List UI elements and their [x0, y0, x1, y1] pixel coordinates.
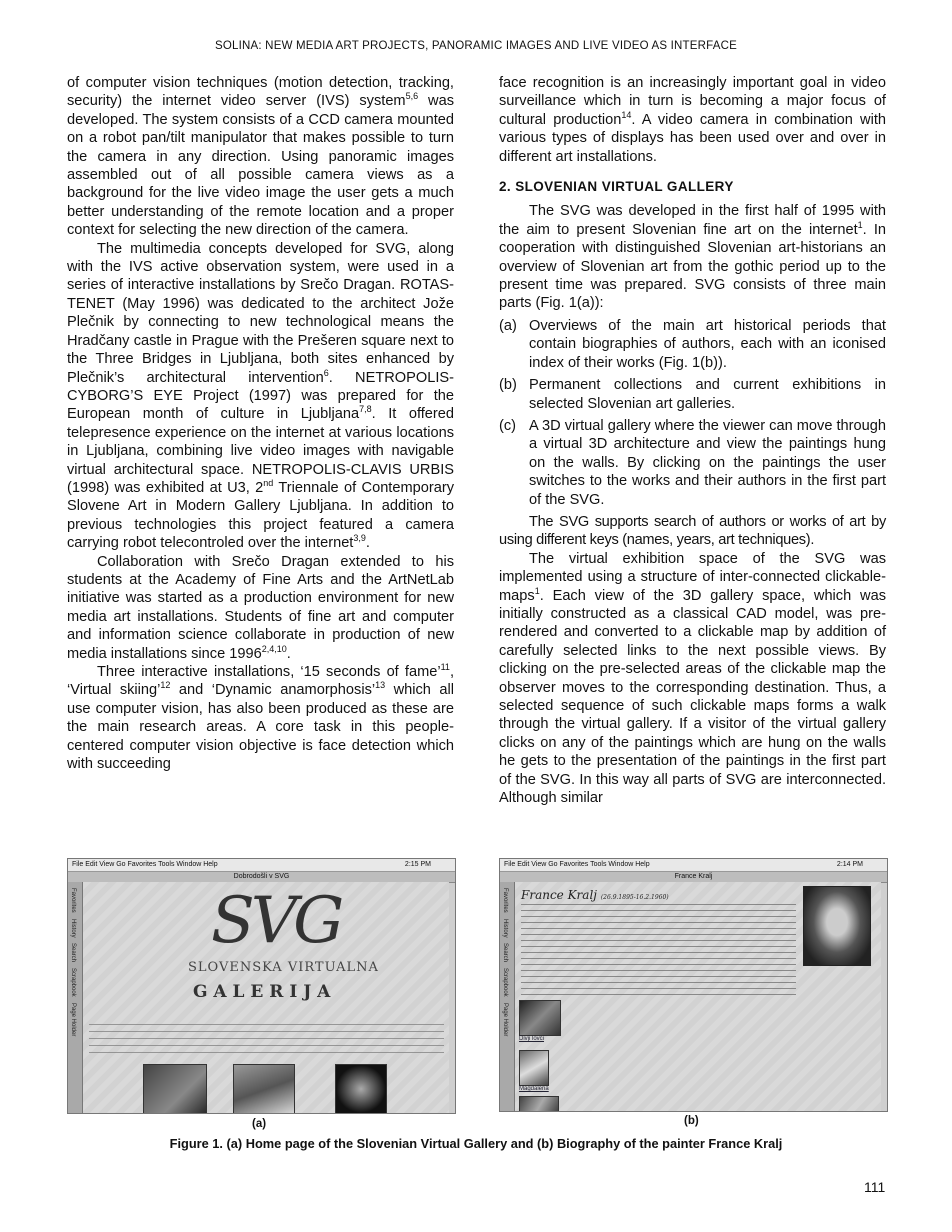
- list-item: (a) Overviews of the main art historical periods that contain biographies of authors, each with an iconised index of their works (Fig. 1(b)).: [499, 317, 886, 371]
- paragraph: The virtual exhibition space of the SVG was implemented using a structure of inter-connected clickable-maps$^1$. Each view of the 3D gallery space, which was initially constructed as a classical CAD model, was pre-rendered and converted to a clickable map by addition of carefully selected links to the next possible views. By clicking on the pre-selected areas of the clickable map the observer moves to the corresponding destination. Thus, a selected sequence of such clickable maps forms a walk through the virtual gallery. If a visitor of the virtual gallery clicks on any of the paintings which are hung on the walls he gets to the presentation of the paintings in the first part of the SVG. In this way all parts of SVG are interconnected. Although similar: [499, 550, 886, 807]
- window-title: Dobrodošli v SVG: [68, 872, 455, 883]
- paragraph: The SVG was developed in the first half of 1995 with the aim to present Slovenian fine art on the internet$^1$. In cooperation with distinguished Slovenian art-historians an overview of Slovenian art from the gothic period up to the present time was prepared. SVG consists of three main parts (Fig. 1(a)):: [499, 203, 887, 312]
- logo-line-1: SLOVENSKA VIRTUALNA: [188, 960, 379, 975]
- thumbnail-3d-gallery[interactable]: [335, 1064, 387, 1114]
- paragraph: The multimedia concepts developed for SVG, along with the IVS active observation system, were used in a series of interactive installations by Srečo Dragan. ROTAS-TENET (May 1996) was dedicated to the architect Jože Plečnik by connecting to new technological means the Hradčany castle in Prague with the Prešeren square next to the Three Bridges in Ljubljana, both sites enhanced by Plečnik’s architectural intervention$^6$. NETROPOLIS-CYBORG’S EYE Project (1997) was prepared for the European month of culture in Ljubljana$^{7,8}$. It offered telepresence experience on the internet at various locations in Ljubljana, combining live video images with navigable virtual architectural space. NETROPOLIS-CLAVIS URBIS (1998) was exhibited at U3, 2nd Triennale of Contemporary Slovene Art in Modern Gallery Ljubljana. In addition to previous technologies this project featured a camera carrying robot telecontroled over the internet$^{3,9}$.: [67, 240, 454, 552]
- biography-text: [521, 904, 796, 996]
- window-title: France Kralj: [500, 872, 887, 883]
- list-item: (c) A 3D virtual gallery where the viewer can move through a virtual 3D architecture and view the paintings hung on the walls. By clicking on the paintings the user switches to the works and their authors in the first part of the SVG.: [499, 417, 886, 508]
- intro-text: [89, 1024, 444, 1054]
- browser-sidebar: Favorites History Search Scrapbook Page Holder: [68, 882, 83, 1113]
- running-header: SOLINA: NEW MEDIA ART PROJECTS, PANORAMIC IMAGES AND LIVE VIDEO AS INTERFACE: [215, 40, 737, 52]
- logo-line-2: G A L E R I J A: [193, 982, 331, 1002]
- figure-b-screenshot: [499, 858, 888, 1112]
- browser-sidebar: Favorites History Search Scrapbook Page Holder: [500, 882, 515, 1111]
- figure-a-screenshot: [67, 858, 456, 1114]
- caption-b: (b): [684, 1115, 699, 1127]
- thumbnail-painting-3[interactable]: [519, 1096, 559, 1112]
- menubar: File Edit View Go Favorites Tools Window Help 2:15 PM: [68, 859, 455, 872]
- paragraph: Three interactive installations, ‘15 seconds of fame’$^{11}$, ‘Virtual skiing’$^{12}$ and ‘Dynamic anamorphosis’$^{13}$ which all use computer vision, has also been produced as these are the main research areas. A core task in this people-centered computer vision objective is face detection which with succeeding: [67, 662, 454, 773]
- thumbnail-galleries[interactable]: [233, 1064, 295, 1114]
- thumbnail-painting-1[interactable]: [519, 1000, 561, 1036]
- page-number: 111: [864, 1179, 886, 1195]
- thumbnail-history[interactable]: [143, 1064, 207, 1114]
- menubar: File Edit View Go Favorites Tools Window Help 2:14 PM: [500, 859, 887, 872]
- link-painting-2[interactable]: Magdalena: [519, 1086, 549, 1092]
- thumbnail-painting-2[interactable]: [519, 1050, 549, 1086]
- left-column: [67, 74, 454, 773]
- painter-name: France Kralj (26.9.1895-16.2.1960): [521, 888, 669, 902]
- paragraph: of computer vision techniques (motion detection, tracking, security) the internet video server (IVS) system$^{5,6}$ was developed. The system consists of a CCD camera mounted on a robot pan/tilt manipulator that makes possible to turn the camera in any direction. Using panoramic images assembled out of all possible camera views as a background for the live video image the user gets a much better understanding of the remote location and a proper context for selecting the new direction of the camera.: [67, 75, 454, 239]
- right-column: [499, 74, 886, 807]
- portrait-photo: [803, 886, 871, 966]
- caption-a: (a): [252, 1118, 267, 1130]
- list-item: (b) Permanent collections and current exhibitions in selected Slovenian art galleries.: [499, 377, 886, 412]
- link-painting-1[interactable]: Divji lovci: [519, 1036, 545, 1042]
- paragraph: The SVG supports search of authors or works of art by using different keys (names, years, art techniques).: [499, 513, 886, 549]
- section-heading: 2. SLOVENIAN VIRTUAL GALLERY: [499, 179, 734, 195]
- paragraph: face recognition is an increasingly important goal in video surveillance which in turn is becoming a major focus of cultural production$^{14}$. A video camera in combination with various types of displays has been used over and over in different art installations.: [499, 75, 886, 165]
- figure-caption: Figure 1. (a) Home page of the Slovenian Virtual Gallery and (b) Biography of the painter France Kralj: [169, 1136, 783, 1151]
- svg-logo: SVG: [211, 884, 341, 958]
- paragraph: Collaboration with Srečo Dragan extended to his students at the Academy of Fine Arts and the ArtNetLab initiative was started as a production environment for new media art installations. Students of fine art and computer and information science collaborate in production of new media installations since 1996$^{2,4,10}$.: [67, 553, 454, 662]
- page-content: [83, 882, 449, 1113]
- page-content: [515, 882, 881, 1111]
